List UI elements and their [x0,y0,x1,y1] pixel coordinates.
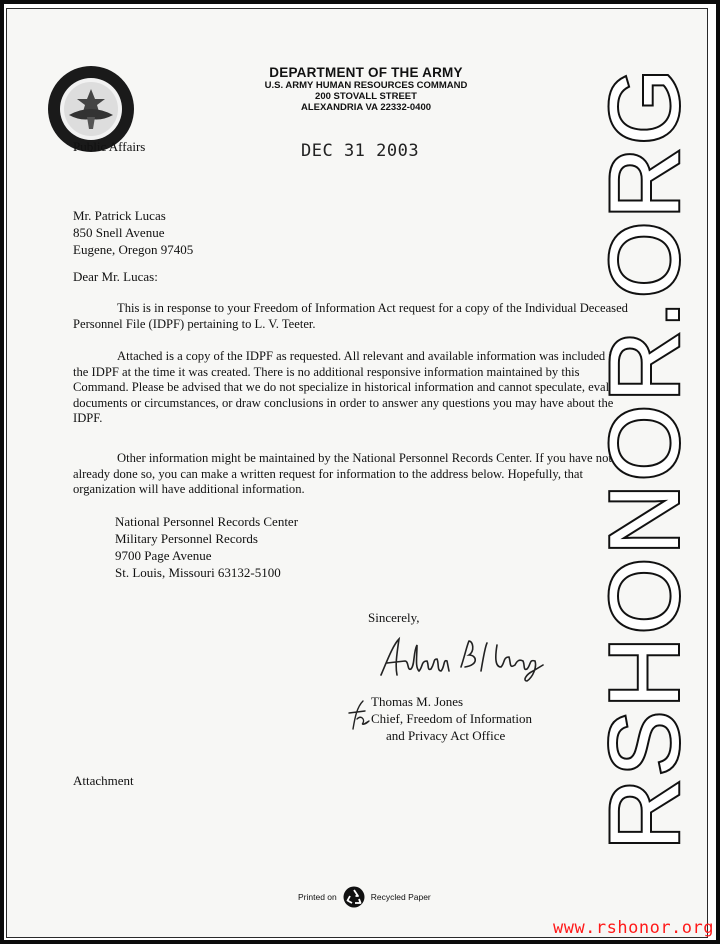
handwritten-signature [377,631,547,683]
body-paragraph-2 [73,349,635,427]
attachment-label: Attachment [73,773,134,788]
closing: Sincerely, [368,610,420,625]
nprc-line-1: National Personnel Records Center [115,514,299,529]
signer-title-2: and Privacy Act Office [386,728,506,743]
recipient-name: Mr. Patrick Lucas [73,208,166,223]
recipient-address [73,207,193,258]
recipient-street: 850 Snell Avenue [73,225,165,240]
letterhead [241,65,491,113]
paragraph-text: Other information might be maintained by the National Personnel Records Center. If you have not already done so, you can make a written request for information to the address below. Hopefully, that organization will have additional information. [73,451,612,497]
body-paragraph-3 [73,451,635,498]
date-stamp: DEC 31 2003 [301,141,420,161]
recipient-city: Eugene, Oregon 97405 [73,242,194,257]
body-paragraph-1 [73,301,635,332]
command-name: U.S. ARMY HUMAN RESOURCES COMMAND [264,80,468,91]
nprc-line-3: 9700 Page Avenue [115,548,212,563]
office-label: Public Affairs [73,139,146,154]
footer-printed-on: Printed on [298,892,337,902]
footer-recycled-paper: Recycled Paper [370,892,431,902]
paragraph-text: This is in response to your Freedom of Information Act request for a copy of the Individual Deceased Personnel File (IDPF) pertaining to L. V. Teeter. [73,301,628,331]
nprc-line-4: St. Louis, Missouri 63132-5100 [115,565,281,580]
greeting: Dear Mr. Lucas: [73,269,158,284]
city-address: ALEXANDRIA VA 22332-0400 [300,102,432,113]
rshonor-url: www.rshonor.org [552,918,714,938]
street-address: 200 STOVALL STREET [315,91,417,102]
paragraph-text: Attached is a copy of the IDPF as requested. All relevant and available information was included in the IDPF at the time it was created. There is no additional responsive information maintained by this Command. Please be advised that we do not specialize in historical information and cannot speculate, evaluate documents or circumstances, or draw conclusions in order to answer any questions you may have about the IDPF. [73,349,631,426]
recycle-icon [343,886,365,908]
signer-title-1: Chief, Freedom of Information [371,711,533,726]
for-initials-mark [343,697,371,731]
rshonor-watermark: RSHONOR.ORG [589,65,699,850]
nprc-line-2: Military Personnel Records [115,531,258,546]
department-name: DEPARTMENT OF THE ARMY [269,65,463,80]
nprc-address [115,513,298,581]
signer-name: Thomas M. Jones [371,694,464,709]
signer-block [371,693,532,744]
footer [298,886,431,908]
